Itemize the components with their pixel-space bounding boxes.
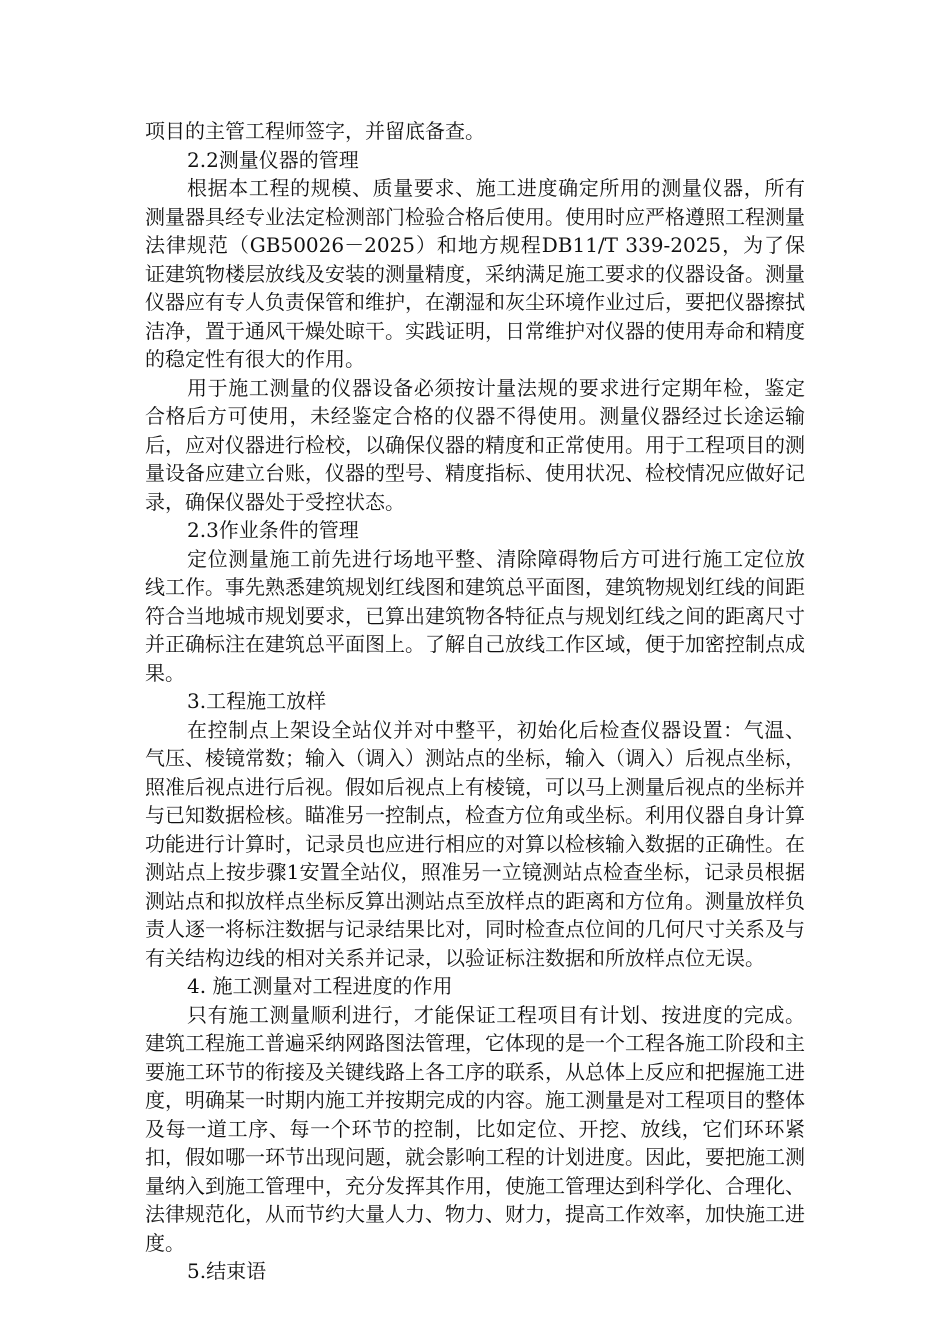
section-heading: 2.2测量仪器的管理 [187,147,359,172]
body-paragraph: 项目的主管工程师签字，并留底备查。 [145,119,485,143]
document-body [145,117,805,1286]
body-paragraph: 只有施工测量顺利进行，才能保证工程项目有计划、按进度的完成。建筑工程施工普遍采纳网路图法管理，它体现的是一个工程各施工阶段和主要施工环节的衔接及关键线路上各工序的联系，从总体上反应和把握施工进度，明确某一时期内施工并按期完成的内容。施工测量是对工程项目的整体及每一道工序、每一个环节的控制，比如定位、开挖、放线，它们环环紧扣，假如哪一环节出现问题，就会影响工程的计划进度。因此，要把施工测量纳入到施工管理中，充分发挥其作用，使施工管理达到科学化、合理化、法律规范化，从而节约大量人力、物力、财力，提高工作效率，加快施工进度。 [145,1002,805,1255]
body-paragraph: 根据本工程的规模、质量要求、施工进度确定所用的测量仪器，所有测量器具经专业法定检测部门检验合格后使用。使用时应严格遵照工程测量法律规范（GB50026－2025）和地方规程DB11/T 339-2025，为了保证建筑物楼层放线及安装的测量精度，采纳满足施工要求的仪器设备。测量仪器应有专人负责保管和维护，在潮湿和灰尘环境作业过后，要把仪器擦拭洁净，置于通风干燥处晾干。实践证明，日常维护对仪器的使用寿命和精度的稳定性有很大的作用。 [145,176,805,371]
section-heading: 4. 施工测量对工程进度的作用 [187,974,453,998]
body-paragraph: 定位测量施工前先进行场地平整、清除障碍物后方可进行施工定位放线工作。事先熟悉建筑规划红线图和建筑总平面图，建筑物规划红线的间距符合当地城市规划要求，已算出建筑物各特征点与规划红线之间的距离尺寸并正确标注在建筑总平面图上。了解自己放线工作区域，便于加密控制点成果。 [145,546,805,685]
section-heading: 5.结束语 [187,1259,267,1283]
body-paragraph: 用于施工测量的仪器设备必须按计量法规的要求进行定期年检，鉴定合格后方可使用，未经鉴定合格的仪器不得使用。测量仪器经过长途运输后，应对仪器进行检校，以确保仪器的精度和正常使用。用于工程项目的测量设备应建立台账，仪器的型号、精度指标、使用状况、检校情况应做好记录，确保仪器处于受控状态。 [145,375,805,514]
body-paragraph: 在控制点上架设全站仪并对中整平，初始化后检查仪器设置：气温、气压、棱镜常数；输入（调入）测站点的坐标，输入（调入）后视点坐标，照准后视点进行后视。假如后视点上有棱镜，可以马上测量后视点的坐标并与已知数据检核。瞄准另一控制点，检查方位角或坐标。利用仪器自身计算功能进行计算时，记录员也应进行相应的对算以检核输入数据的正确性。在测站点上按步骤1安置全站仪，照准另一立镜测站点检查坐标，记录员根据测站点和拟放样点坐标反算出测站点至放样点的距离和方位角。测量放样负责人逐一将标注数据与记录结果比对，同时检查点位间的几何尺寸关系及与有关结构边线的相对关系并记录，以验证标注数据和所放样点位无误。 [145,717,805,970]
section-heading: 2.3作业条件的管理 [187,518,359,542]
section-heading: 3.工程施工放样 [187,689,327,713]
